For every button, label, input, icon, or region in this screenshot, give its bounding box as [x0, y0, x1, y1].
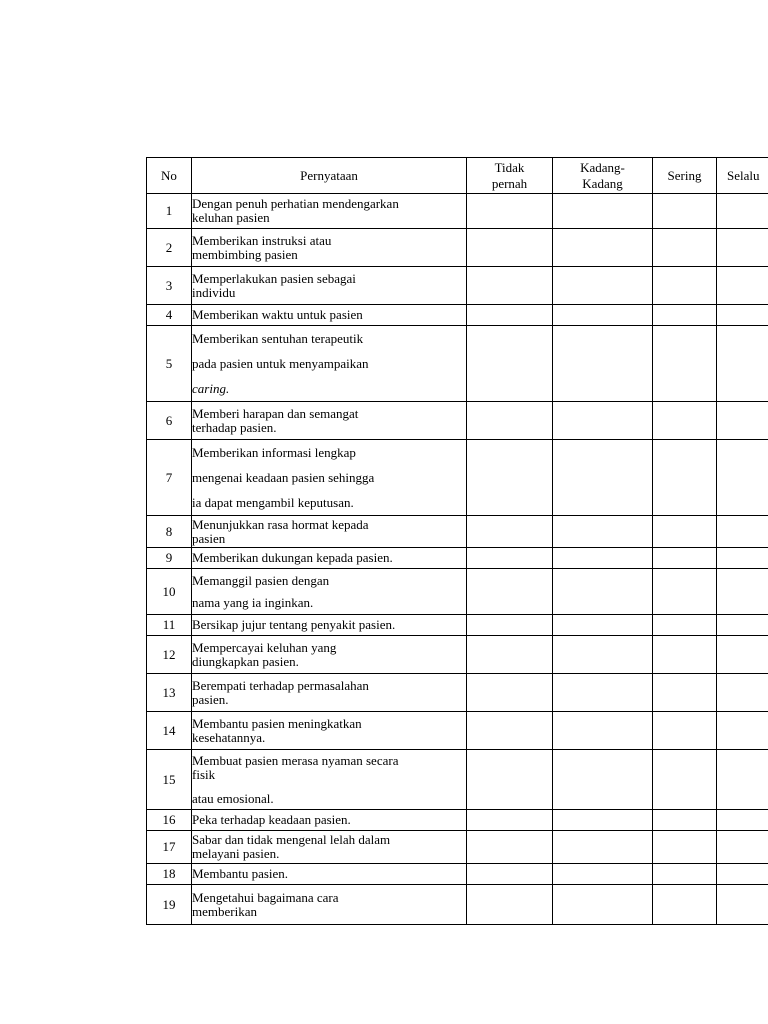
statement-line: Memberikan sentuhan terapeutik [192, 331, 364, 346]
answer-cell-tidak-pernah[interactable] [467, 440, 553, 516]
header-selalu: Selalu [717, 158, 768, 194]
row-number: 10 [147, 569, 192, 615]
table-row [147, 229, 768, 267]
statement-cell [192, 569, 467, 615]
answer-cell-selalu[interactable] [717, 885, 768, 925]
answer-cell-sering[interactable] [653, 267, 717, 305]
header-sering: Sering [653, 158, 717, 194]
statement-cell [192, 305, 467, 326]
statement-line: Memperlakukan pasien sebagai [192, 270, 356, 286]
statement-cell [192, 750, 467, 810]
answer-cell-selalu[interactable] [717, 305, 768, 326]
table-row [147, 516, 768, 548]
statement-line: pada pasien untuk menyampaikan [192, 356, 369, 371]
statement-line: Memberikan instruksi atau [192, 232, 332, 248]
statement-line: pasien [192, 530, 226, 546]
answer-cell-selalu[interactable] [717, 402, 768, 440]
row-number: 12 [147, 636, 192, 674]
row-number: 13 [147, 674, 192, 712]
answer-cell-kadang-kadang[interactable] [553, 864, 653, 885]
statement-line: Dengan penuh perhatian mendengarkan [192, 196, 399, 211]
statement-cell [192, 636, 467, 674]
row-number: 14 [147, 712, 192, 750]
answer-cell-selalu[interactable] [717, 810, 768, 831]
statement-line: memberikan [192, 903, 257, 919]
header-kadang-kadang [553, 158, 653, 194]
answer-cell-sering[interactable] [653, 712, 717, 750]
answer-cell-kadang-kadang[interactable] [553, 569, 653, 615]
answer-cell-sering[interactable] [653, 402, 717, 440]
answer-cell-selalu[interactable] [717, 229, 768, 267]
statement-cell [192, 831, 467, 864]
statement-line: individu [192, 284, 236, 300]
statement-line: Bersikap jujur tentang penyakit pasien. [192, 617, 396, 632]
answer-cell-sering[interactable] [653, 305, 717, 326]
statement-cell [192, 194, 467, 229]
answer-cell-tidak-pernah[interactable] [467, 636, 553, 674]
table-row [147, 326, 768, 402]
statement-cell [192, 674, 467, 712]
answer-cell-selalu[interactable] [717, 712, 768, 750]
answer-cell-kadang-kadang[interactable] [553, 750, 653, 810]
statement-line: keluhan pasien [192, 210, 270, 225]
answer-cell-tidak-pernah[interactable] [467, 750, 553, 810]
statement-line: caring. [192, 381, 230, 396]
row-number: 7 [147, 440, 192, 516]
header-kadang-kadang-line-2: Kadang [582, 175, 623, 191]
answer-cell-tidak-pernah[interactable] [467, 674, 553, 712]
answer-cell-selalu[interactable] [717, 750, 768, 810]
answer-cell-tidak-pernah[interactable] [467, 885, 553, 925]
statement-line: Memberikan informasi lengkap [192, 445, 356, 460]
statement-line: Mengetahui bagaimana cara [192, 889, 339, 905]
statement-line: kesehatannya. [192, 729, 266, 745]
row-number: 9 [147, 548, 192, 569]
answer-cell-sering[interactable] [653, 885, 717, 925]
answer-cell-sering[interactable] [653, 636, 717, 674]
statement-cell [192, 440, 467, 516]
answer-cell-sering[interactable] [653, 326, 717, 402]
table-row [147, 402, 768, 440]
header-tidak-pernah [467, 158, 553, 194]
answer-cell-kadang-kadang[interactable] [553, 615, 653, 636]
statement-line: Menunjukkan rasa hormat kepada [192, 516, 369, 532]
table-row [147, 440, 768, 516]
row-number: 6 [147, 402, 192, 440]
answer-cell-kadang-kadang[interactable] [553, 636, 653, 674]
statement-line: Memberi harapan dan semangat [192, 405, 359, 421]
answer-cell-sering[interactable] [653, 194, 717, 229]
answer-cell-sering[interactable] [653, 229, 717, 267]
answer-cell-selalu[interactable] [717, 194, 768, 229]
row-number: 1 [147, 194, 192, 229]
answer-cell-kadang-kadang[interactable] [553, 831, 653, 864]
statement-line: nama yang ia inginkan. [192, 594, 314, 610]
statement-line: atau emosional. [192, 790, 274, 806]
answer-cell-kadang-kadang[interactable] [553, 305, 653, 326]
table-row [147, 750, 768, 810]
row-number: 3 [147, 267, 192, 305]
answer-cell-kadang-kadang[interactable] [553, 548, 653, 569]
answer-cell-tidak-pernah[interactable] [467, 326, 553, 402]
answer-cell-selalu[interactable] [717, 864, 768, 885]
statement-line: ia dapat mengambil keputusan. [192, 495, 354, 510]
table-row [147, 636, 768, 674]
answer-cell-selalu[interactable] [717, 569, 768, 615]
answer-cell-sering[interactable] [653, 864, 717, 885]
answer-cell-kadang-kadang[interactable] [553, 267, 653, 305]
statement-cell [192, 548, 467, 569]
answer-cell-sering[interactable] [653, 831, 717, 864]
answer-cell-tidak-pernah[interactable] [467, 229, 553, 267]
statement-line: Peka terhadap keadaan pasien. [192, 812, 351, 827]
answer-cell-kadang-kadang[interactable] [553, 712, 653, 750]
statement-line: diungkapkan pasien. [192, 653, 299, 669]
statement-line: Membuat pasien merasa nyaman secara [192, 752, 399, 768]
answer-cell-sering[interactable] [653, 810, 717, 831]
statement-line: membimbing pasien [192, 246, 298, 262]
statement-cell [192, 810, 467, 831]
statement-line: Membantu pasien meningkatkan [192, 715, 362, 731]
row-number: 5 [147, 326, 192, 402]
answer-cell-sering[interactable] [653, 516, 717, 548]
statement-line: pasien. [192, 691, 229, 707]
answer-cell-selalu[interactable] [717, 636, 768, 674]
row-number: 17 [147, 831, 192, 864]
statement-line: Berempati terhadap permasalahan [192, 677, 369, 693]
answer-cell-tidak-pernah[interactable] [467, 569, 553, 615]
answer-cell-tidak-pernah[interactable] [467, 267, 553, 305]
row-number: 11 [147, 615, 192, 636]
answer-cell-selalu[interactable] [717, 674, 768, 712]
row-number: 4 [147, 305, 192, 326]
answer-cell-sering[interactable] [653, 615, 717, 636]
statement-line: Memanggil pasien dengan [192, 572, 330, 588]
answer-cell-selalu[interactable] [717, 326, 768, 402]
table-row [147, 615, 768, 636]
answer-cell-selalu[interactable] [717, 267, 768, 305]
table-row [147, 864, 768, 885]
answer-cell-sering[interactable] [653, 440, 717, 516]
statement-cell [192, 229, 467, 267]
header-tidak-pernah-line-1: Tidak [494, 159, 525, 175]
answer-cell-sering[interactable] [653, 750, 717, 810]
table-row [147, 267, 768, 305]
answer-cell-tidak-pernah[interactable] [467, 864, 553, 885]
statement-line: fisik [192, 766, 216, 782]
statement-line: Memberikan waktu untuk pasien [192, 307, 363, 322]
statement-line: mengenai keadaan pasien sehingga [192, 470, 375, 485]
row-number: 15 [147, 750, 192, 810]
row-number: 16 [147, 810, 192, 831]
answer-cell-selalu[interactable] [717, 615, 768, 636]
table-row [147, 194, 768, 229]
answer-cell-sering[interactable] [653, 548, 717, 569]
answer-cell-kadang-kadang[interactable] [553, 440, 653, 516]
answer-cell-tidak-pernah[interactable] [467, 810, 553, 831]
statement-cell [192, 712, 467, 750]
answer-cell-tidak-pernah[interactable] [467, 194, 553, 229]
answer-cell-selalu[interactable] [717, 548, 768, 569]
table-row [147, 548, 768, 569]
row-number: 19 [147, 885, 192, 925]
statement-line: Membantu pasien. [192, 866, 289, 881]
statement-line: melayani pasien. [192, 846, 280, 861]
answer-cell-tidak-pernah[interactable] [467, 712, 553, 750]
answer-cell-kadang-kadang[interactable] [553, 194, 653, 229]
statement-cell [192, 615, 467, 636]
answer-cell-kadang-kadang[interactable] [553, 885, 653, 925]
table-row [147, 305, 768, 326]
row-number: 2 [147, 229, 192, 267]
statement-cell [192, 885, 467, 925]
table-row [147, 831, 768, 864]
header-tidak-pernah-line-2: pernah [491, 175, 528, 191]
table-row [147, 569, 768, 615]
table-row [147, 810, 768, 831]
answer-cell-kadang-kadang[interactable] [553, 674, 653, 712]
header-kadang-kadang-line-1: Kadang- [580, 159, 625, 175]
statement-cell [192, 864, 467, 885]
statement-line: terhadap pasien. [192, 419, 277, 435]
answer-cell-selalu[interactable] [717, 831, 768, 864]
statement-cell [192, 402, 467, 440]
answer-cell-sering[interactable] [653, 674, 717, 712]
statement-cell [192, 516, 467, 548]
answer-cell-kadang-kadang[interactable] [553, 516, 653, 548]
answer-cell-tidak-pernah[interactable] [467, 305, 553, 326]
answer-cell-kadang-kadang[interactable] [553, 326, 653, 402]
answer-cell-kadang-kadang[interactable] [553, 229, 653, 267]
table-row [147, 674, 768, 712]
statement-cell [192, 326, 467, 402]
table-row [147, 885, 768, 925]
row-number: 18 [147, 864, 192, 885]
statement-line: Sabar dan tidak mengenal lelah dalam [192, 832, 391, 847]
statement-line: Memberikan dukungan kepada pasien. [192, 550, 393, 565]
table-row [147, 712, 768, 750]
answer-cell-tidak-pernah[interactable] [467, 516, 553, 548]
statement-line: Mempercayai keluhan yang [192, 639, 337, 655]
answer-cell-kadang-kadang[interactable] [553, 810, 653, 831]
answer-cell-tidak-pernah[interactable] [467, 615, 553, 636]
answer-cell-tidak-pernah[interactable] [467, 831, 553, 864]
row-number: 8 [147, 516, 192, 548]
answer-cell-tidak-pernah[interactable] [467, 402, 553, 440]
header-row [147, 158, 768, 194]
answer-cell-selalu[interactable] [717, 516, 768, 548]
header-statement: Pernyataan [192, 158, 467, 194]
statement-cell [192, 267, 467, 305]
answer-cell-sering[interactable] [653, 569, 717, 615]
answer-cell-kadang-kadang[interactable] [553, 402, 653, 440]
header-no: No [147, 158, 192, 194]
questionnaire-table [146, 157, 768, 925]
answer-cell-tidak-pernah[interactable] [467, 548, 553, 569]
answer-cell-selalu[interactable] [717, 440, 768, 516]
